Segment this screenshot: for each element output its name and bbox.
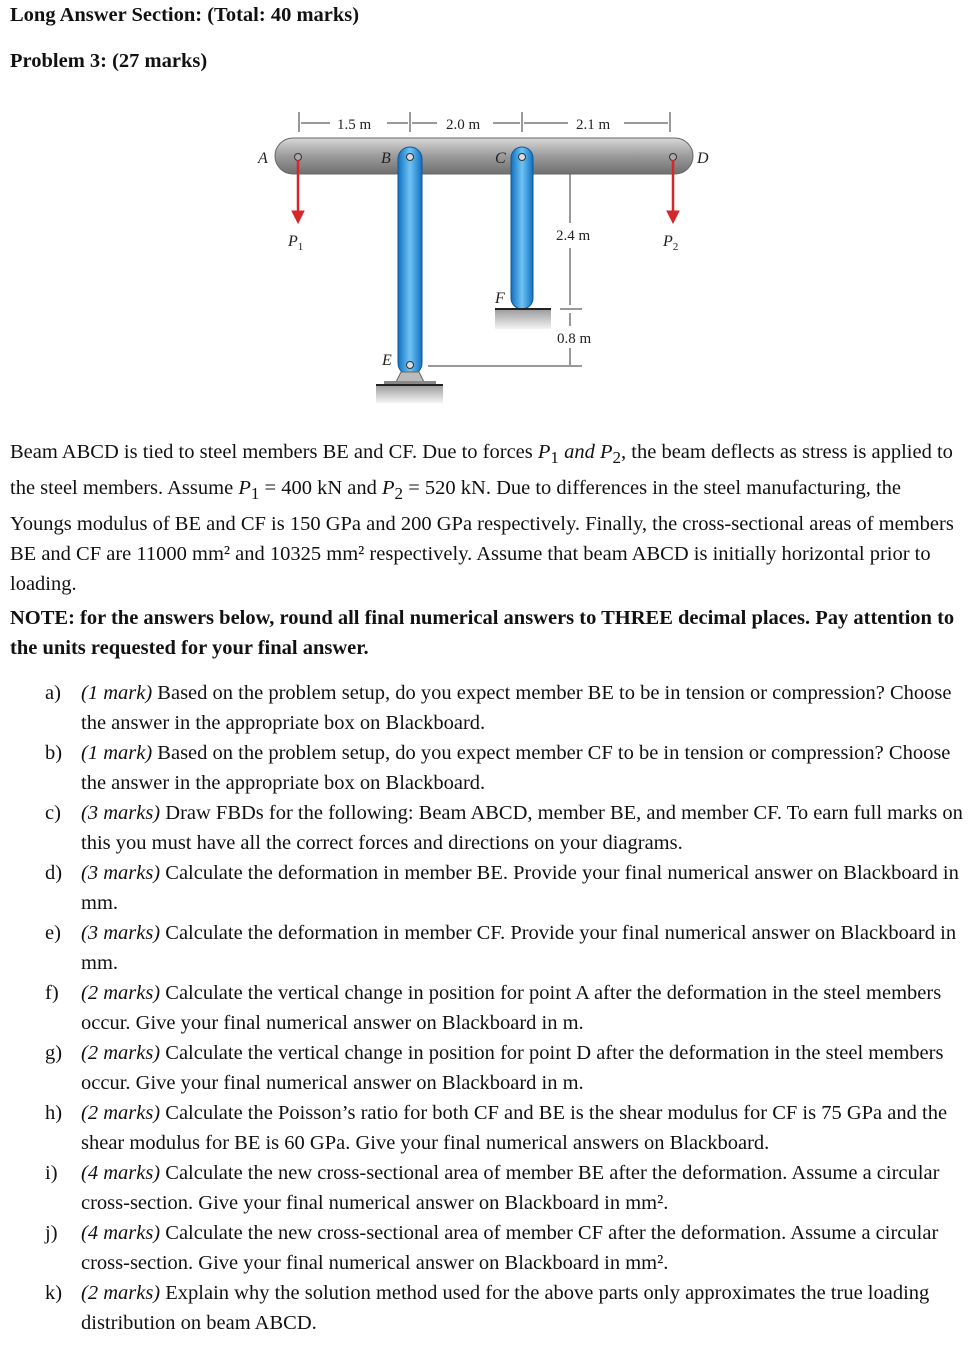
question-text: Draw FBDs for the following: Beam ABCD, member BE, and member CF. To earn full marks on this you must have all the correct forces and directions on your diagrams. — [81, 802, 963, 854]
label-e: E — [382, 352, 392, 369]
question-text: Explain why the solution method used for the above parts only approximates the true loading distribution on beam ABCD. — [81, 1282, 930, 1334]
dim-cf: 2.4 m — [556, 228, 591, 244]
question-item — [0, 1278, 966, 1338]
dim-ab: 1.5 m — [337, 117, 372, 133]
problem-description: Beam ABCD is tied to steel members BE and CF. Due to forces $P_1$ and $P_2$, the beam deflects as stress is applied to the steel members. Assume $P_1 = 400$ kN and $P_2 = 520$ kN. Due to differences in the steel manufacturing, the Youngs modulus of BE and CF is 150 GPa and 200 GPa respectively. Finally, the cross-sectional areas of members BE and CF are 11000 mm² and 10325 mm² respectively. Assume that beam ABCD is initially horizontal prior to loading. — [10, 441, 954, 596]
question-marks: (1 mark) — [81, 742, 153, 764]
question-label: a) — [45, 682, 61, 704]
question-text: Calculate the deformation in member CF. Provide your final numerical answer on Blackboard in mm. — [81, 922, 957, 974]
question-text: Based on the problem setup, do you expect member CF to be in tension or compression? Choose the answer in the appropriate box on Blackboard. — [81, 742, 951, 794]
member-be — [398, 147, 422, 375]
question-label: k) — [45, 1282, 63, 1304]
beam-diagram — [0, 100, 974, 410]
question-marks: (2 marks) — [81, 982, 161, 1004]
question-label: e) — [45, 922, 61, 944]
question-text: Calculate the new cross-sectional area of member BE after the deformation. Assume a circular cross-section. Give your final numerical answer on Blackboard in mm². — [81, 1162, 940, 1214]
label-f: F — [495, 290, 505, 307]
section-title: Long Answer Section: (Total: 40 marks) — [10, 4, 360, 26]
question-item — [0, 978, 966, 1038]
question-item — [0, 1038, 966, 1098]
question-item — [0, 1098, 966, 1158]
question-label: d) — [45, 862, 63, 884]
question-marks: (3 marks) — [81, 802, 161, 824]
problem-title: Problem 3: (27 marks) — [10, 50, 208, 72]
beam-abcd — [275, 138, 693, 174]
question-marks: (1 mark) — [81, 682, 153, 704]
question-list — [0, 678, 974, 1338]
ground-e — [376, 385, 443, 403]
question-marks: (3 marks) — [81, 862, 161, 884]
question-item — [0, 1158, 966, 1218]
question-label: h) — [45, 1102, 63, 1124]
member-cf — [511, 147, 533, 309]
dim-cd: 2.1 m — [576, 117, 611, 133]
question-text: Calculate the vertical change in position for point D after the deformation in the steel members occur. Give your final numerical answer on Blackboard in m. — [81, 1042, 944, 1094]
label-a: A — [258, 150, 268, 167]
dim-bc: 2.0 m — [446, 117, 481, 133]
question-marks: (3 marks) — [81, 922, 161, 944]
question-item — [0, 858, 966, 918]
ground-f — [495, 309, 551, 329]
question-marks: (2 marks) — [81, 1102, 161, 1124]
question-text: Calculate the Poisson’s ratio for both CF and BE is the shear modulus for CF is 75 GPa and the shear modulus for BE is 60 GPa. Give your final numerical answers on Blackboard. — [81, 1102, 948, 1154]
question-label: f) — [45, 982, 59, 1004]
dim-fe: 0.8 m — [557, 331, 592, 347]
question-item — [0, 738, 966, 798]
question-text: Calculate the new cross-sectional area of member CF after the deformation. Assume a circular cross-section. Give your final numerical answer on Blackboard in mm². — [81, 1222, 939, 1274]
label-d: D — [697, 150, 709, 167]
label-p1: $P_1$ — [288, 233, 304, 253]
label-b: B — [381, 150, 391, 167]
question-marks: (2 marks) — [81, 1282, 161, 1304]
question-text: Calculate the vertical change in position for point A after the deformation in the steel members occur. Give your final numerical answer on Blackboard in m. — [81, 982, 942, 1034]
question-label: c) — [45, 802, 61, 824]
rounding-note: NOTE: for the answers below, round all final numerical answers to THREE decimal places. Pay attention to the units requested for your final answer. — [10, 607, 955, 659]
question-label: i) — [45, 1162, 58, 1184]
question-item — [0, 918, 966, 978]
question-marks: (4 marks) — [81, 1162, 161, 1184]
label-p2: $P_2$ — [663, 233, 679, 253]
question-label: j) — [45, 1222, 58, 1244]
question-text: Based on the problem setup, do you expect member BE to be in tension or compression? Choose the answer in the appropriate box on Blackboard. — [81, 682, 952, 734]
question-item — [0, 798, 966, 858]
question-marks: (2 marks) — [81, 1042, 161, 1064]
label-c: C — [495, 150, 506, 167]
question-text: Calculate the deformation in member BE. Provide your final numerical answer on Blackboard in mm. — [81, 862, 959, 914]
question-label: b) — [45, 742, 63, 764]
question-marks: (4 marks) — [81, 1222, 161, 1244]
question-label: g) — [45, 1042, 63, 1064]
question-item — [0, 678, 966, 738]
question-item — [0, 1218, 966, 1278]
